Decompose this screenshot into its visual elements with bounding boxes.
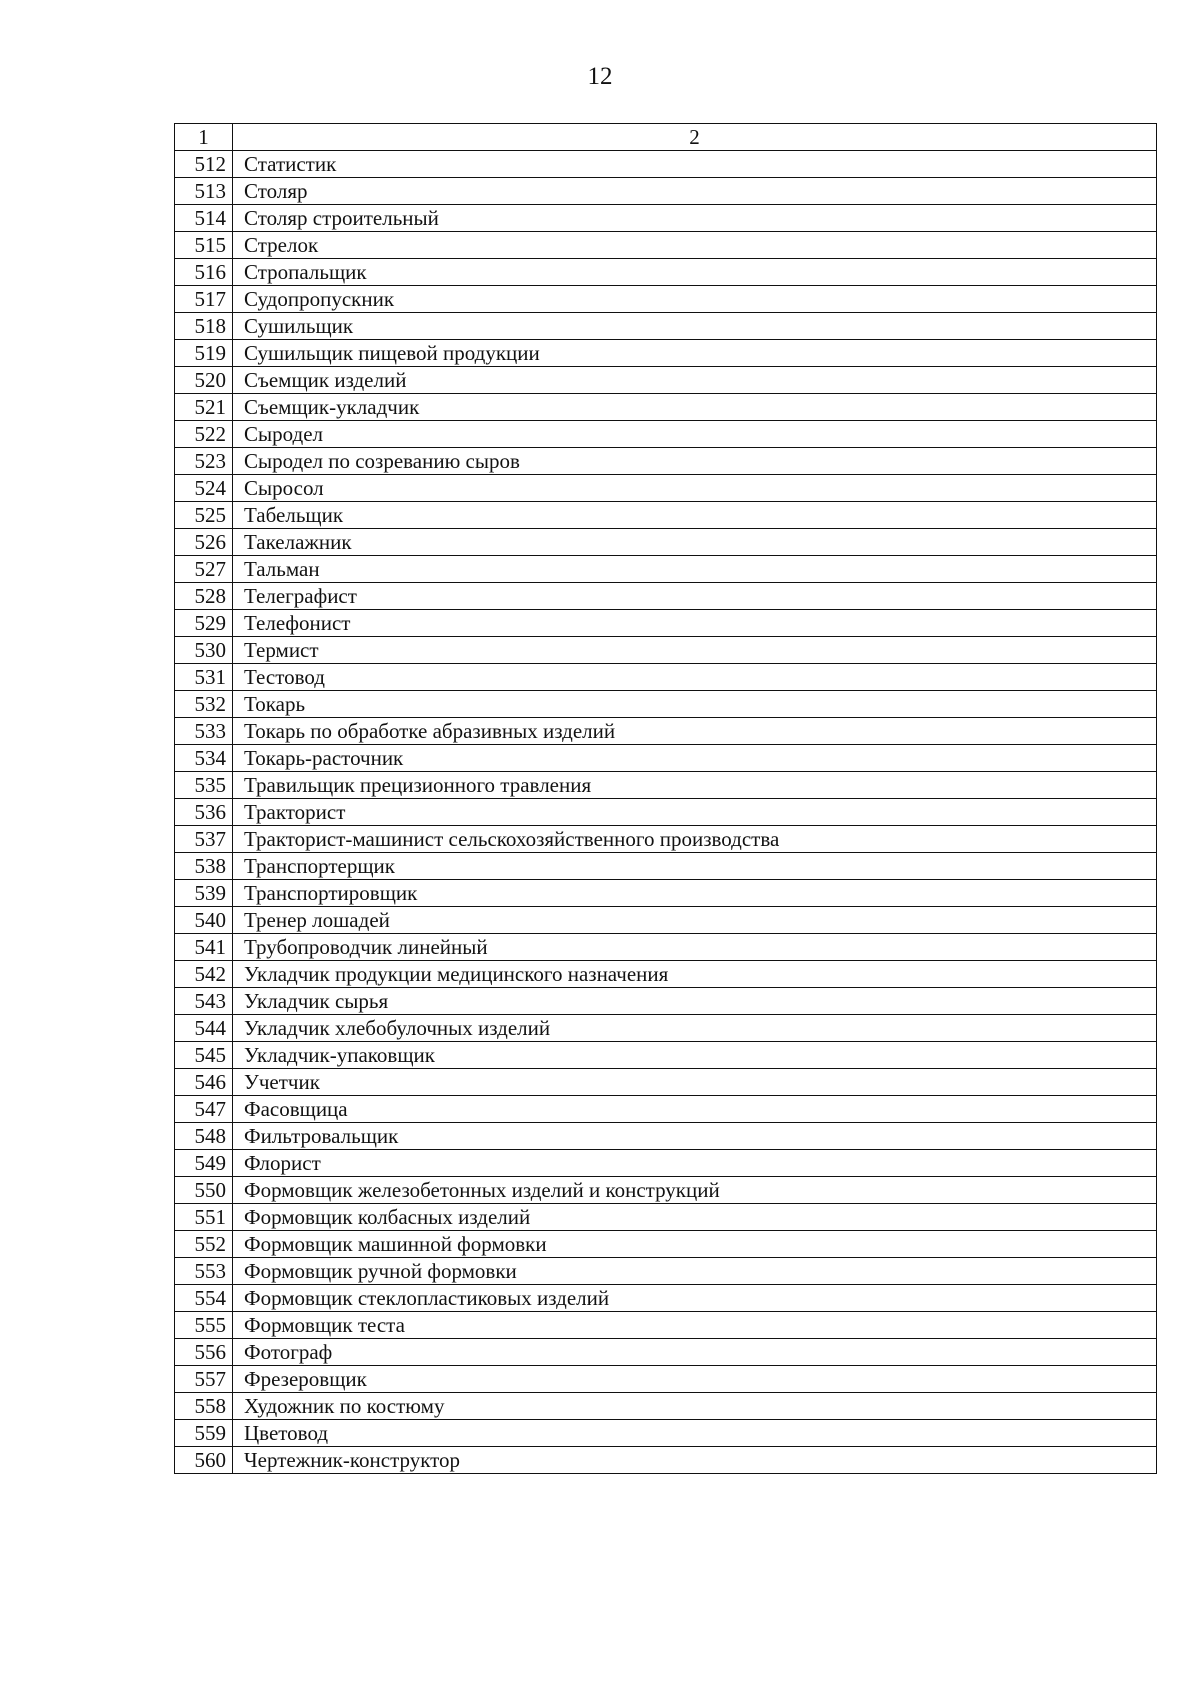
page-number: 12 <box>587 63 613 90</box>
row-number: 530 <box>175 637 233 664</box>
profession-name: Формовщик стеклопластиковых изделий <box>233 1285 1157 1312</box>
profession-name: Укладчик сырья <box>233 988 1157 1015</box>
table-row <box>175 583 1157 610</box>
profession-name: Травильщик прецизионного травления <box>233 772 1157 799</box>
row-number: 539 <box>175 880 233 907</box>
profession-name: Табельщик <box>233 502 1157 529</box>
row-number: 560 <box>175 1447 233 1474</box>
row-number: 516 <box>175 259 233 286</box>
row-number: 535 <box>175 772 233 799</box>
table-row <box>175 961 1157 988</box>
row-number: 543 <box>175 988 233 1015</box>
row-number: 544 <box>175 1015 233 1042</box>
row-number: 549 <box>175 1150 233 1177</box>
profession-name: Токарь <box>233 691 1157 718</box>
table-row <box>175 286 1157 313</box>
table-row <box>175 475 1157 502</box>
row-number: 556 <box>175 1339 233 1366</box>
profession-name: Формовщик железобетонных изделий и конструкций <box>233 1177 1157 1204</box>
row-number: 529 <box>175 610 233 637</box>
table-row <box>175 1285 1157 1312</box>
profession-name: Сушильщик пищевой продукции <box>233 340 1157 367</box>
table-row <box>175 799 1157 826</box>
row-number: 558 <box>175 1393 233 1420</box>
row-number: 540 <box>175 907 233 934</box>
row-number: 514 <box>175 205 233 232</box>
table-row <box>175 745 1157 772</box>
profession-name: Укладчик-упаковщик <box>233 1042 1157 1069</box>
column-header-name: 2 <box>233 124 1157 151</box>
profession-name: Стропальщик <box>233 259 1157 286</box>
table-row <box>175 259 1157 286</box>
profession-name: Флорист <box>233 1150 1157 1177</box>
profession-name: Телефонист <box>233 610 1157 637</box>
table-row <box>175 1069 1157 1096</box>
table-row <box>175 340 1157 367</box>
row-number: 531 <box>175 664 233 691</box>
row-number: 512 <box>175 151 233 178</box>
profession-name: Термист <box>233 637 1157 664</box>
profession-name: Цветовод <box>233 1420 1157 1447</box>
row-number: 532 <box>175 691 233 718</box>
row-number: 515 <box>175 232 233 259</box>
table-row <box>175 988 1157 1015</box>
row-number: 522 <box>175 421 233 448</box>
table-row <box>175 1258 1157 1285</box>
table-row <box>175 1231 1157 1258</box>
table-row <box>175 826 1157 853</box>
table-row <box>175 880 1157 907</box>
table-row <box>175 853 1157 880</box>
table-row <box>175 1204 1157 1231</box>
table-row <box>175 637 1157 664</box>
profession-name: Художник по костюму <box>233 1393 1157 1420</box>
profession-name: Укладчик продукции медицинского назначения <box>233 961 1157 988</box>
row-number: 523 <box>175 448 233 475</box>
row-number: 520 <box>175 367 233 394</box>
profession-name: Транспортерщик <box>233 853 1157 880</box>
table-row <box>175 1312 1157 1339</box>
table-row <box>175 1015 1157 1042</box>
row-number: 528 <box>175 583 233 610</box>
profession-name: Формовщик теста <box>233 1312 1157 1339</box>
table-row <box>175 448 1157 475</box>
profession-name: Фильтровальщик <box>233 1123 1157 1150</box>
row-number: 554 <box>175 1285 233 1312</box>
row-number: 521 <box>175 394 233 421</box>
table-header-row <box>175 124 1157 151</box>
row-number: 533 <box>175 718 233 745</box>
profession-name: Столяр строительный <box>233 205 1157 232</box>
profession-name: Сыросол <box>233 475 1157 502</box>
profession-name: Учетчик <box>233 1069 1157 1096</box>
table-body <box>175 151 1157 1474</box>
row-number: 527 <box>175 556 233 583</box>
table-row <box>175 718 1157 745</box>
table-row <box>175 529 1157 556</box>
profession-name: Тракторист-машинист сельскохозяйственного производства <box>233 826 1157 853</box>
table-row <box>175 421 1157 448</box>
table-row <box>175 1447 1157 1474</box>
row-number: 551 <box>175 1204 233 1231</box>
table-row <box>175 1150 1157 1177</box>
table-row <box>175 610 1157 637</box>
row-number: 517 <box>175 286 233 313</box>
profession-name: Фотограф <box>233 1339 1157 1366</box>
row-number: 542 <box>175 961 233 988</box>
row-number: 553 <box>175 1258 233 1285</box>
row-number: 557 <box>175 1366 233 1393</box>
table-row <box>175 367 1157 394</box>
table-row <box>175 772 1157 799</box>
row-number: 550 <box>175 1177 233 1204</box>
profession-name: Съемщик-укладчик <box>233 394 1157 421</box>
profession-name: Тестовод <box>233 664 1157 691</box>
table-row <box>175 1420 1157 1447</box>
row-number: 559 <box>175 1420 233 1447</box>
profession-name: Столяр <box>233 178 1157 205</box>
table-row <box>175 691 1157 718</box>
profession-name: Телеграфист <box>233 583 1157 610</box>
profession-name: Тракторист <box>233 799 1157 826</box>
row-number: 538 <box>175 853 233 880</box>
row-number: 513 <box>175 178 233 205</box>
profession-name: Сыродел по созреванию сыров <box>233 448 1157 475</box>
row-number: 552 <box>175 1231 233 1258</box>
row-number: 519 <box>175 340 233 367</box>
table-row <box>175 1042 1157 1069</box>
table-row <box>175 502 1157 529</box>
profession-name: Стрелок <box>233 232 1157 259</box>
profession-name: Формовщик машинной формовки <box>233 1231 1157 1258</box>
table-row <box>175 1123 1157 1150</box>
profession-name: Тальман <box>233 556 1157 583</box>
profession-name: Такелажник <box>233 529 1157 556</box>
row-number: 547 <box>175 1096 233 1123</box>
row-number: 526 <box>175 529 233 556</box>
table-row <box>175 664 1157 691</box>
profession-name: Съемщик изделий <box>233 367 1157 394</box>
table-row <box>175 934 1157 961</box>
table-row <box>175 205 1157 232</box>
profession-name: Тренер лошадей <box>233 907 1157 934</box>
profession-name: Фасовщица <box>233 1096 1157 1123</box>
row-number: 518 <box>175 313 233 340</box>
row-number: 545 <box>175 1042 233 1069</box>
row-number: 536 <box>175 799 233 826</box>
profession-name: Статистик <box>233 151 1157 178</box>
table-row <box>175 1096 1157 1123</box>
row-number: 548 <box>175 1123 233 1150</box>
table-row <box>175 907 1157 934</box>
table-row <box>175 394 1157 421</box>
table-row <box>175 1339 1157 1366</box>
profession-name: Токарь по обработке абразивных изделий <box>233 718 1157 745</box>
profession-name: Чертежник-конструктор <box>233 1447 1157 1474</box>
profession-name: Сушильщик <box>233 313 1157 340</box>
profession-name: Транспортировщик <box>233 880 1157 907</box>
row-number: 525 <box>175 502 233 529</box>
row-number: 546 <box>175 1069 233 1096</box>
profession-name: Токарь-расточник <box>233 745 1157 772</box>
table-row <box>175 178 1157 205</box>
row-number: 537 <box>175 826 233 853</box>
table-row <box>175 1366 1157 1393</box>
table-row <box>175 1393 1157 1420</box>
profession-name: Судопропускник <box>233 286 1157 313</box>
profession-name: Укладчик хлебобулочных изделий <box>233 1015 1157 1042</box>
table-row <box>175 232 1157 259</box>
table-row <box>175 1177 1157 1204</box>
row-number: 534 <box>175 745 233 772</box>
table-row <box>175 313 1157 340</box>
table-row <box>175 151 1157 178</box>
row-number: 555 <box>175 1312 233 1339</box>
column-header-number: 1 <box>175 124 233 151</box>
profession-table <box>174 123 1157 1474</box>
table-row <box>175 556 1157 583</box>
profession-name: Фрезеровщик <box>233 1366 1157 1393</box>
profession-name: Формовщик колбасных изделий <box>233 1204 1157 1231</box>
profession-name: Сыродел <box>233 421 1157 448</box>
profession-name: Трубопроводчик линейный <box>233 934 1157 961</box>
profession-name: Формовщик ручной формовки <box>233 1258 1157 1285</box>
row-number: 541 <box>175 934 233 961</box>
row-number: 524 <box>175 475 233 502</box>
